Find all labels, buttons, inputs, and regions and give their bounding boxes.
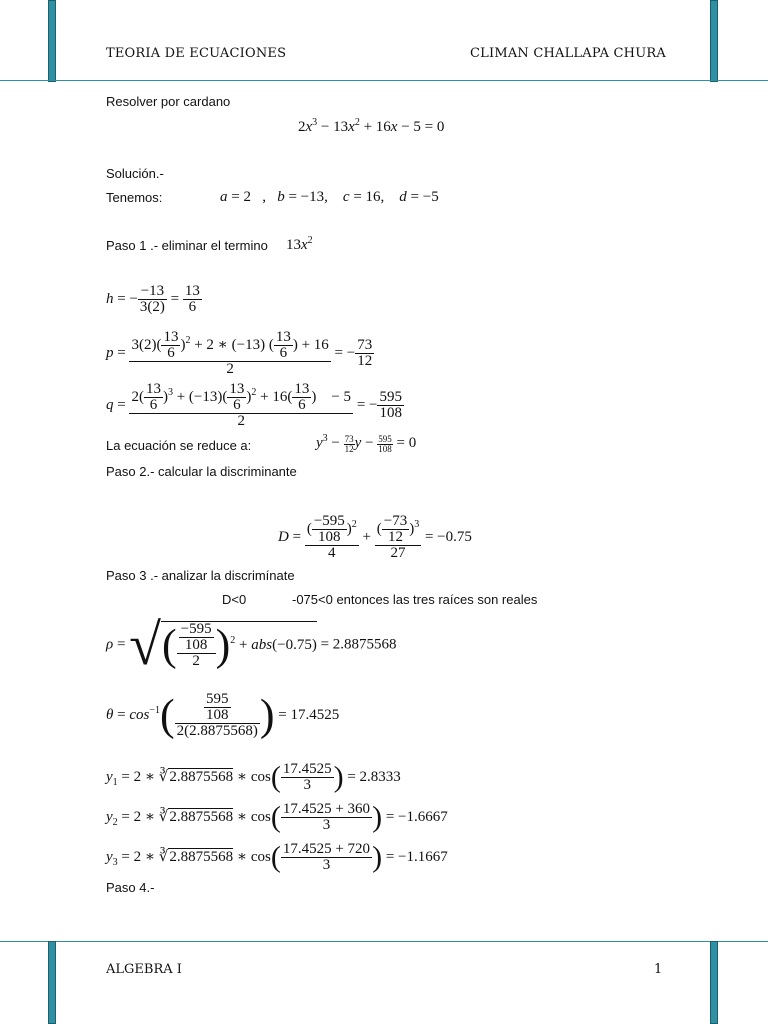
theta-formula: $\theta = \cos^{-1}$( $\frac{\frac{595}{108}}{2(2.8875568)}$ ) = 17.4525 [106, 690, 340, 740]
footer-divider [0, 941, 768, 942]
paso1-label: Paso 1 .- eliminar el termino [106, 238, 268, 253]
y3-formula: $y_3 = 2$ ∗ ∛2.8875568 ∗ cos( $\frac{17.4525 + 720}{3}$ ) = −1.1667 [106, 840, 448, 874]
reduced-equation: $y^3$ − $\frac{73}{12}$ y − $\frac{595}{108}$ = 0 [316, 433, 417, 455]
top-right-tab [710, 0, 718, 82]
intro-text: Resolver por cardano [106, 94, 231, 109]
paso3-label: Paso 3 .- analizar la discrimínate [106, 568, 295, 583]
page-number: 1 [654, 962, 663, 977]
y2-formula: $y_2 = 2$ ∗ ∛2.8875568 ∗ cos( $\frac{17.4525 + 360}{3}$ ) = −1.6667 [106, 800, 448, 834]
p-formula: p = 3(2)( $\frac{13}{6}$ )$^2$ + 2 ∗ (−13) ( $\frac{13}{6}$ ) + 16 2 = − $\frac{73}{12}$ [106, 329, 373, 377]
bottom-right-tab [710, 941, 718, 1024]
reduce-label: La ecuación se reduce a: [106, 438, 252, 453]
q-formula: q = 2( $\frac{13}{6}$ )$^3$ + (−13)( $\frac{13}{6}$ )$^2$ + 16( $\frac{13}{6}$ ) − 5 2 = − $\frac{595}{108}$ [106, 381, 402, 429]
header-left: TEORIA DE ECUACIONES [106, 46, 287, 61]
top-left-tab [48, 0, 56, 82]
h-formula: h = − $\frac{-13}{3(2)}$ = $\frac{13}{6}$ [106, 283, 200, 315]
header-divider [0, 80, 768, 81]
header-right: CLIMAN CHALLAPA CHURA [470, 46, 666, 61]
paso4-label: Paso 4.- [106, 880, 155, 895]
y1-formula: $y_1 = 2$ ∗ ∛2.8875568 ∗ cos( $\frac{17.4525}{3}$ ) = 2.8333 [106, 760, 401, 794]
d-condition: D<0 [222, 592, 247, 607]
main-equation: $2x^3 - 13x^2 + 16x - 5 = 0$ [298, 117, 445, 135]
rho-formula: ρ = √( $\frac{\frac{-595}{108}}{2}$ )$^2$ + abs(−0.75) = 2.8875568 [106, 612, 397, 677]
paso1-term: $13x^2$ [286, 235, 313, 253]
bottom-left-tab [48, 941, 56, 1024]
tenemos-label: Tenemos: [106, 190, 163, 205]
paso2-label: Paso 2.- calcular la discriminante [106, 464, 297, 479]
solucion-label: Solución.- [106, 166, 164, 181]
discriminant-formula: D = ( $\frac{-595}{108}$ )$^2$ 4 + ( $\frac{-73}{12}$ )$^3$ 27 = −0.75 [278, 513, 472, 561]
coefficients: a = 2 , b = −13, c = 16, d = −5 [220, 189, 439, 205]
d-condition-text: -075<0 entonces las tres raíces son reales [292, 592, 538, 607]
footer-left: ALGEBRA I [106, 962, 182, 977]
